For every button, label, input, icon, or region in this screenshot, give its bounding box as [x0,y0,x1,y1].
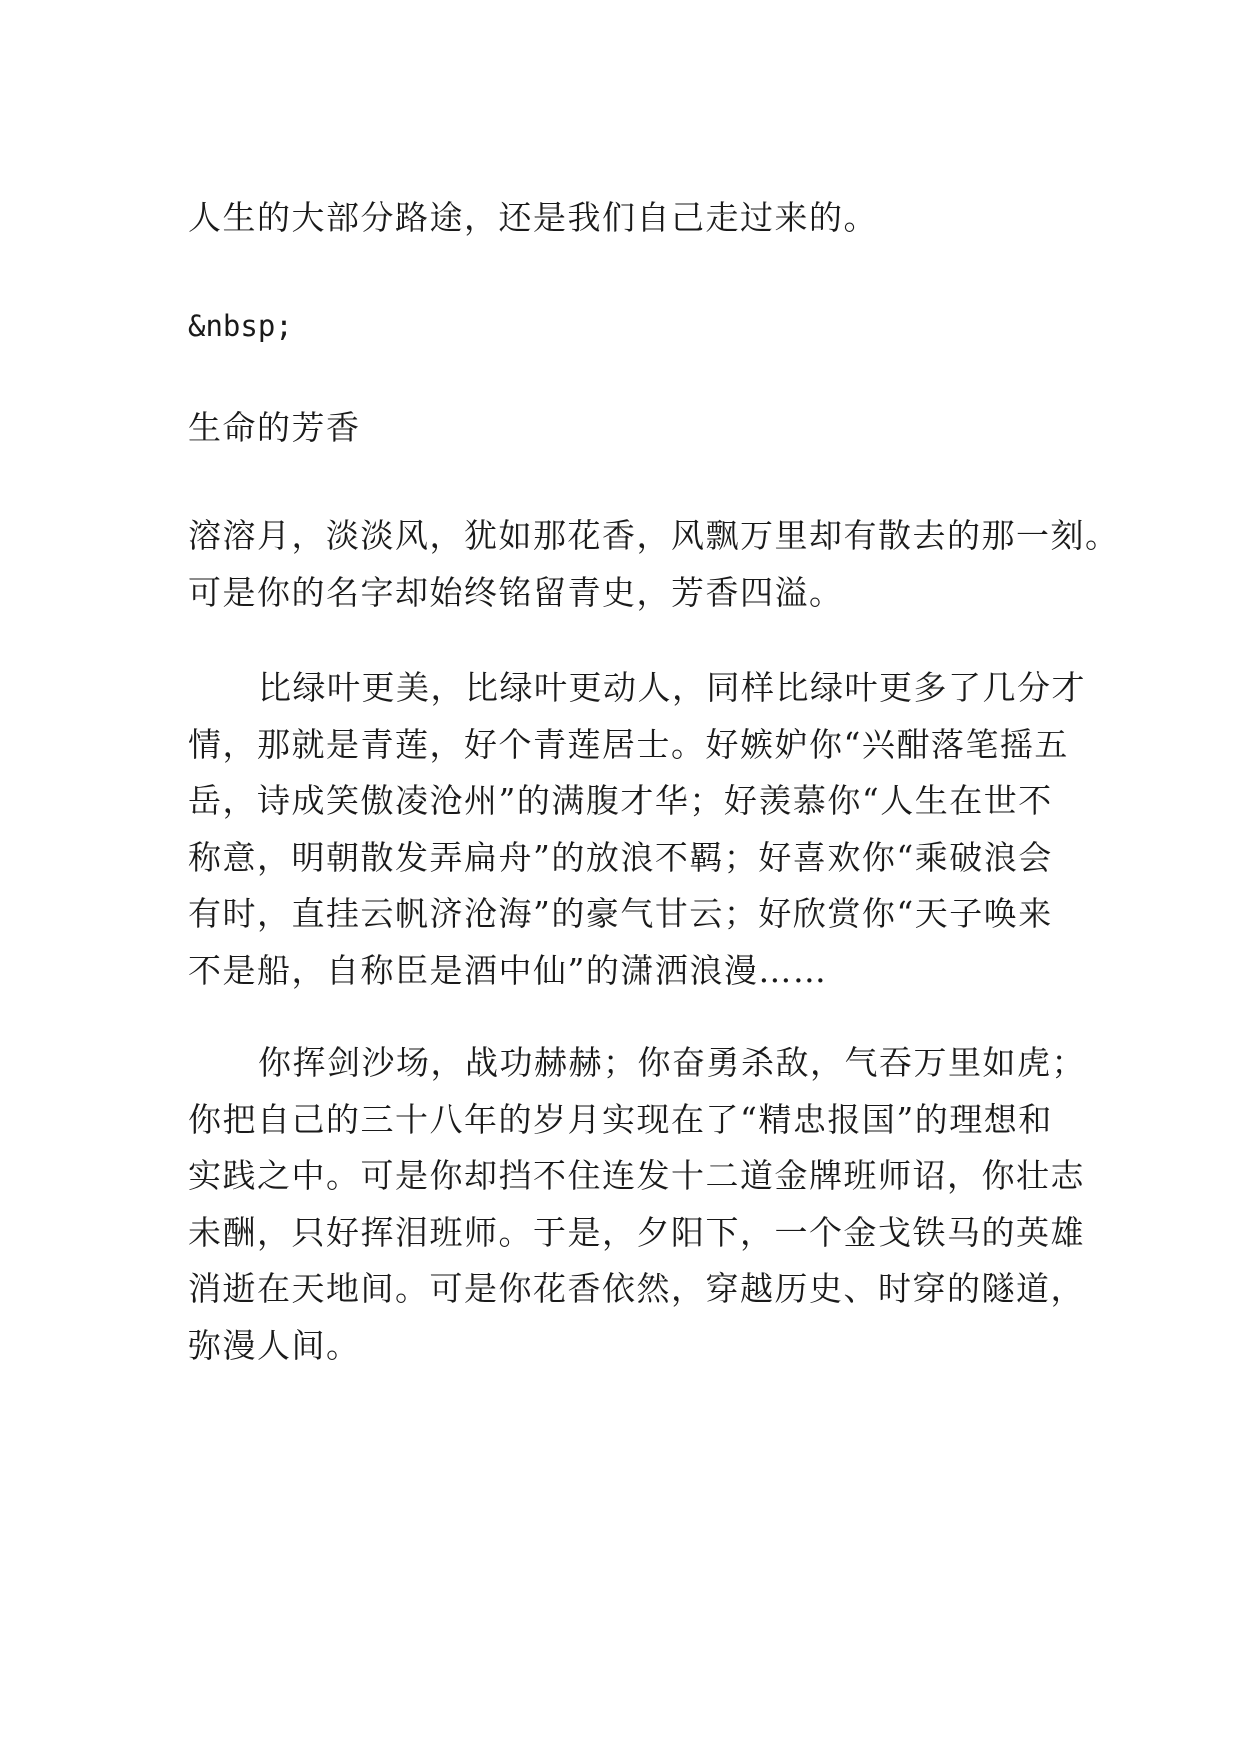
text-line: 实践之中。可是你却挡不住连发十二道金牌班师诏，你壮志 [188,1156,1085,1195]
text-line: 未酬，只好挥泪班师。于是，夕阳下，一个金戈铁马的英雄 [188,1212,1085,1252]
text-line: 不是船，自称臣是酒中仙”的潇洒浪漫…… [188,950,828,990]
paragraph-closing-line [188,190,1068,247]
text-line: 人生的大部分路途，还是我们自己走过来的。 [188,198,878,237]
paragraph-nbsp-literal [188,298,1068,355]
text-line: &nbsp; [188,309,293,343]
text-line: 弥漫人间。 [188,1325,361,1365]
paragraph-intro [188,508,1120,621]
text-line: 有时，直挂云帆济沧海”的豪气甘云；好欣赏你“天子唤来 [188,894,1053,933]
text-line: 可是你的名字却始终铭留青史，芳香四溢。 [188,572,844,612]
paragraph-qinglian [188,660,1086,999]
text-line: 溶溶月，淡淡风，犹如那花香，风飘万里却有散去的那一刻。 [188,516,1120,555]
text-line: 消逝在天地间。可是你花香依然，穿越历史、时穿的隧道， [188,1269,1085,1308]
text-line: 比绿叶更美，比绿叶更动人，同样比绿叶更多了几分才 [258,668,1086,707]
text-line: 你挥剑沙场，战功赫赫；你奋勇杀敌，气吞万里如虎； [258,1043,1086,1082]
text-line: 生命的芳香 [188,408,361,447]
paragraph-general [188,1035,1086,1374]
essay-title [188,400,1068,457]
text-line: 称意，明朝散发弄扁舟”的放浪不羁；好喜欢你“乘破浪会 [188,837,1053,877]
text-line: 情，那就是青莲，好个青莲居士。好嫉妒你“兴酣落笔摇五 [188,724,1069,764]
text-line: 岳，诗成笑傲凌沧州”的满腹才华；好羡慕你“人生在世不 [188,781,1053,820]
text-line: 你把自己的三十八年的岁月实现在了“精忠报国”的理想和 [188,1099,1053,1139]
